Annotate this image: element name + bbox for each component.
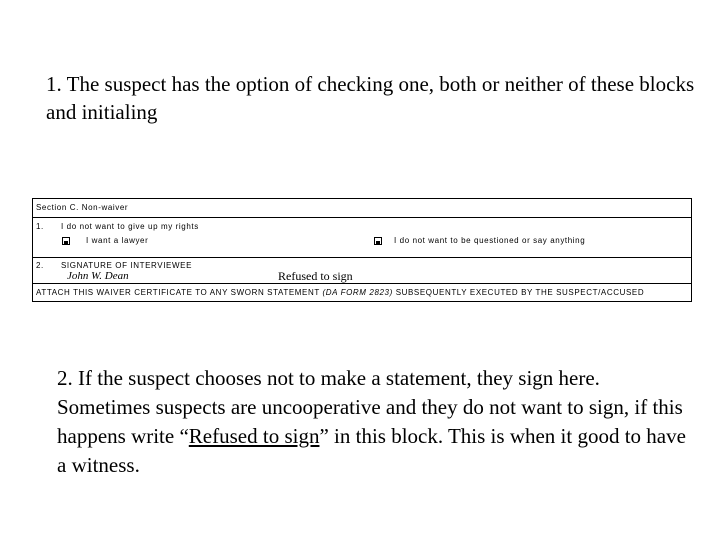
para2-text-start: 2. If the suspect chooses not to make a statement, they sign here. Sometimes suspects are uncooperative and they do not want to sign, if this happens write “ [57,366,683,448]
instruction-paragraph-2 [57,364,697,480]
refused-to-sign-emphasis: Refused to sign [188,424,320,448]
instruction-paragraph-1: 1. The suspect has the option of checking one, both or neither of these blocks and initialing [46,72,695,124]
lawyer-option-label: I want a lawyer [86,236,149,245]
refused-to-sign-text: Refused to sign [278,269,353,283]
signature-row [33,258,691,284]
attach-instruction-row [33,284,691,302]
no-questions-checkbox[interactable] [374,237,382,245]
attach-form-reference: (DA FORM 2823) [322,288,393,297]
item1-label: I do not want to give up my rights [61,222,199,231]
rights-row [33,218,691,258]
non-waiver-form-section [32,198,692,302]
attach-instruction-end: SUBSEQUENTLY EXECUTED BY THE SUSPECT/ACCUSED [395,288,645,297]
interviewee-signature: John W. Dean [67,270,129,282]
section-header-row [33,199,691,218]
attach-instruction [36,288,644,297]
para2-text-end: ” in this block. This is when it good to have a witness. [57,424,686,477]
section-title: Section C. Non-waiver [36,203,129,212]
no-questions-option-label: I do not want to be questioned or say anything [394,236,586,245]
item1-number: 1. [36,222,44,231]
item2-number: 2. [36,261,44,270]
attach-instruction-start: ATTACH THIS WAIVER CERTIFICATE TO ANY SWORN STATEMENT [36,288,320,297]
item2-label: SIGNATURE OF INTERVIEWEE [61,261,193,270]
lawyer-checkbox[interactable] [62,237,70,245]
